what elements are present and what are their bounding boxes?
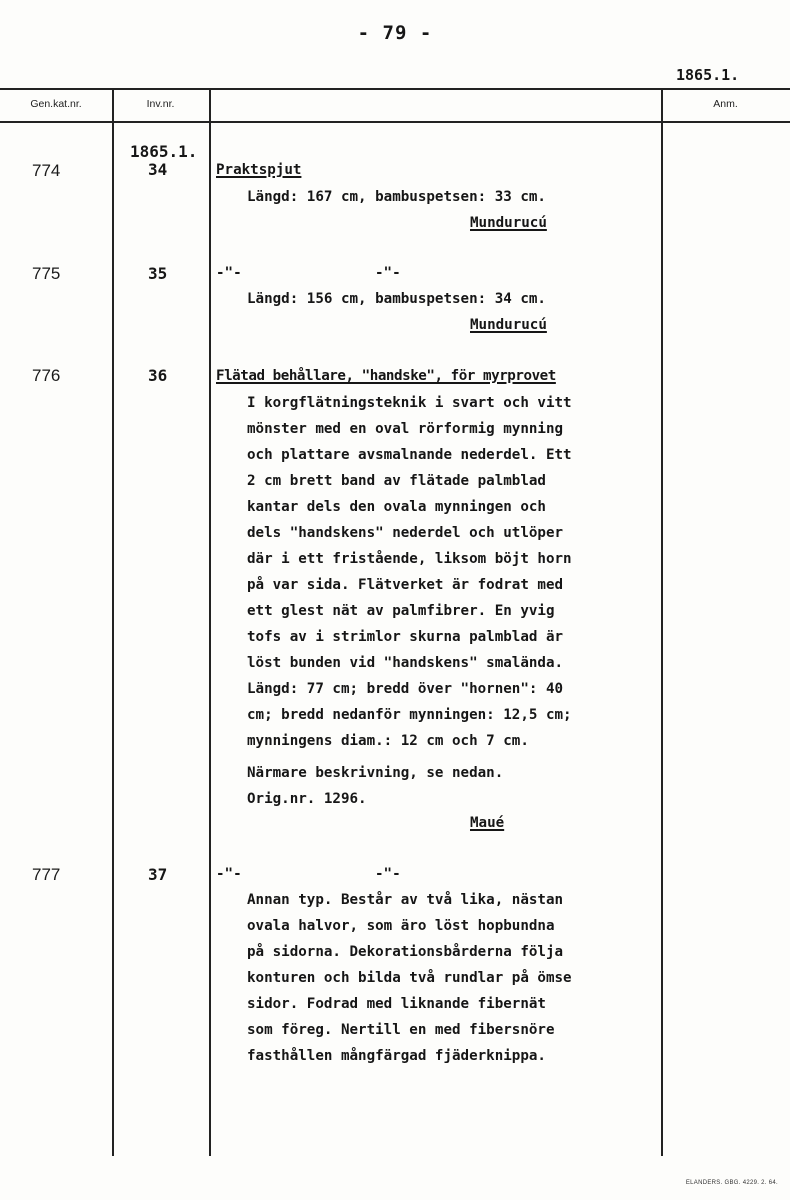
description-line: mynningens diam.: 12 cm och 7 cm. (247, 733, 529, 749)
column-divider-3 (661, 88, 663, 1156)
header-inv-nr: Inv.nr. (146, 98, 175, 110)
description-line: och plattare avsmalnande nederdel. Ett (247, 447, 572, 463)
description-line: cm; bredd nedanför mynningen: 12,5 cm; (247, 707, 572, 723)
description-line: kantar dels den ovala mynningen och (247, 499, 546, 515)
inv-prefix: 1865.1. (130, 142, 198, 161)
ditto-mark: -"- (375, 866, 401, 882)
tribe-name: Maué (470, 815, 505, 831)
header-gen-kat-nr: Gen.kat.nr. (30, 98, 82, 110)
ditto-mark: -"- (375, 265, 401, 281)
description-line: konturen och bilda två rundlar på ömse (247, 970, 572, 986)
description-line: Annan typ. Består av två lika, nästan (247, 892, 564, 908)
header-anm: Anm. (713, 98, 738, 110)
description-line: tofs av i strimlor skurna palmblad är (247, 629, 564, 645)
entry-title: Praktspjut (216, 162, 302, 178)
column-divider-2 (209, 88, 211, 1156)
inv-number: 37 (148, 865, 168, 884)
description-line: löst bunden vid "handskens" smaländа. (247, 655, 564, 671)
column-divider-1 (112, 88, 114, 1156)
accession-header: 1865.1. (676, 66, 740, 84)
tribe-name: Mundurucú (470, 317, 547, 333)
inv-number: 35 (148, 264, 168, 283)
ditto-mark: -"- (216, 265, 242, 281)
description-line: som föreg. Nertill en med fibersnöre (247, 1022, 555, 1038)
description-line: 2 cm brett band av flätade palmblad (247, 473, 546, 489)
description-line: Längd: 167 cm, bambuspetsen: 33 cm. (247, 189, 546, 205)
description-line: ovala halvor, som äro löst hopbundna (247, 918, 555, 934)
description-line: I korgflätningsteknik i svart och vitt (247, 395, 572, 411)
gen-kat-number: 777 (32, 865, 61, 884)
gen-kat-number: 776 (32, 366, 61, 385)
description-line: ett glest nät av palmfibrer. En yvig (247, 603, 555, 619)
tribe-name: Mundurucú (470, 215, 547, 231)
note-line: Orig.nr. 1296. (247, 791, 367, 807)
description-line: sidor. Fodrad med liknande fibernät (247, 996, 546, 1012)
description-line: mönster med en oval rörformig mynning (247, 421, 564, 437)
description-line: på sidorna. Dekorationsbårderna följa (247, 944, 564, 960)
description-line: Längd: 156 cm, bambuspetsen: 34 cm. (247, 291, 546, 307)
inv-number: 36 (148, 366, 168, 385)
description-line: fasthållen mångfärgad fjäderknippa. (247, 1048, 546, 1064)
entry-title: Flätad behållare, "handske", för myrprovet (216, 368, 556, 384)
inv-number: 34 (148, 160, 168, 179)
gen-kat-number: 774 (32, 161, 61, 180)
header-rule (0, 121, 790, 123)
top-rule (0, 88, 790, 90)
description-line: på var sida. Flätverket är fodrat med (247, 577, 564, 593)
printer-mark: ELANDERS. GBG. 4229. 2. 64. (685, 1180, 778, 1186)
description-line: där i ett fristående, liksom böjt horn (247, 551, 572, 567)
description-line: dels "handskens" nederdel och utlöper (247, 525, 564, 541)
page-number: - 79 - (357, 22, 433, 44)
ditto-mark: -"- (216, 866, 242, 882)
note-line: Närmare beskrivning, se nedan. (247, 765, 504, 781)
description-line: Längd: 77 cm; bredd över "hornen": 40 (247, 681, 564, 697)
gen-kat-number: 775 (32, 264, 61, 283)
